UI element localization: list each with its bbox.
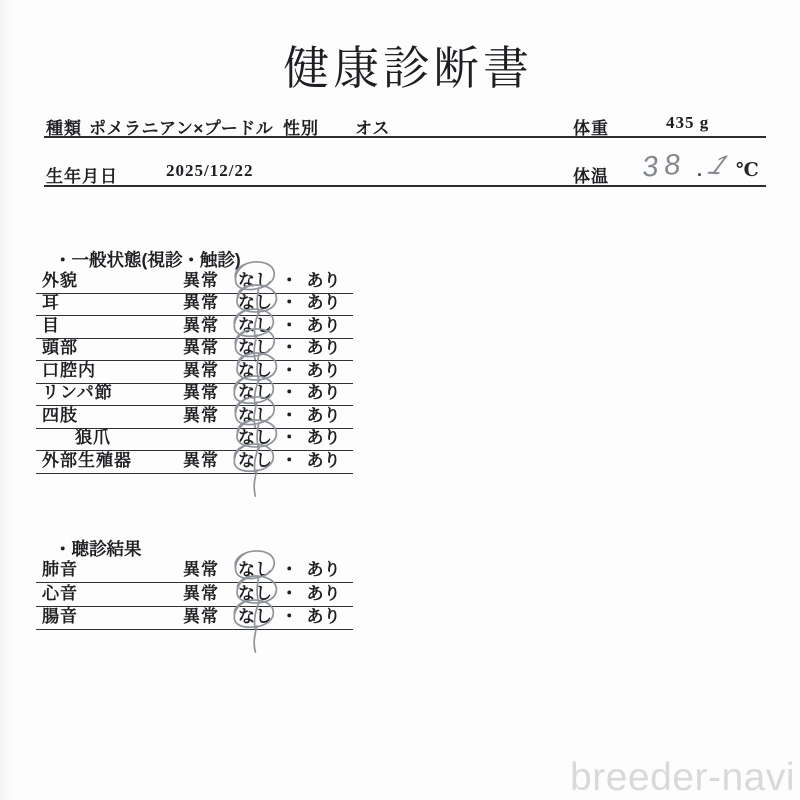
abnormal-label: 異常 xyxy=(183,583,219,603)
option-ari: あり xyxy=(306,560,341,580)
check-item-label: 目 xyxy=(42,315,60,335)
temperature-handwritten-whole: 38 xyxy=(640,148,688,184)
check-options xyxy=(238,602,340,627)
document-title: 健康診断書 xyxy=(283,43,533,94)
option-separator: ・ xyxy=(280,293,298,312)
abnormal-label: 異常 xyxy=(183,450,219,470)
option-none-text: なし xyxy=(238,583,272,603)
option-ari: あり xyxy=(306,428,341,447)
option-none xyxy=(238,602,272,627)
option-separator: ・ xyxy=(280,606,298,626)
temperature-unit: ℃ xyxy=(736,160,759,181)
check-options xyxy=(238,378,340,403)
check-options xyxy=(238,555,340,580)
birthdate-value: 2025/12/22 xyxy=(166,161,254,180)
section-heading: ・一般状態(視診・触診) xyxy=(54,250,241,270)
option-none xyxy=(238,266,272,291)
check-options xyxy=(238,266,340,291)
option-separator: ・ xyxy=(280,428,298,447)
check-row xyxy=(36,451,353,474)
option-none-text: なし xyxy=(238,338,272,357)
option-none xyxy=(238,423,272,448)
check-item-label: 頭部 xyxy=(42,338,78,357)
option-separator: ・ xyxy=(280,383,298,402)
check-item-label: 肺音 xyxy=(42,560,78,580)
option-separator: ・ xyxy=(280,560,298,580)
check-item-label: 四肢 xyxy=(42,405,78,425)
option-ari: あり xyxy=(306,405,341,425)
species-label: 種類 xyxy=(46,119,82,138)
option-none xyxy=(238,401,272,426)
option-none-text: なし xyxy=(238,360,272,380)
check-options xyxy=(238,288,340,313)
option-none xyxy=(238,378,272,403)
option-none xyxy=(238,311,272,336)
option-separator: ・ xyxy=(280,583,298,603)
check-rows xyxy=(36,560,353,630)
option-none-text: なし xyxy=(238,383,272,402)
option-ari: あり xyxy=(306,606,341,626)
option-none xyxy=(238,555,272,580)
abnormal-label: 異常 xyxy=(183,270,219,290)
sex-label: 性別 xyxy=(283,119,319,138)
check-options xyxy=(238,311,340,336)
option-separator: ・ xyxy=(280,315,298,335)
option-ari: あり xyxy=(306,293,341,312)
option-none-text: なし xyxy=(238,450,272,470)
section-heading: ・聴診結果 xyxy=(54,539,142,559)
birthdate-label: 生年月日 xyxy=(46,167,118,186)
check-item-label: 外貌 xyxy=(42,270,78,290)
option-ari: あり xyxy=(306,383,341,402)
abnormal-label: 異常 xyxy=(183,293,219,312)
temperature-handwritten-decimal: 1 xyxy=(703,149,735,181)
option-none xyxy=(238,356,272,381)
check-item-label: 口腔内 xyxy=(42,360,96,380)
watermark: breeder-navi xyxy=(570,756,795,799)
option-separator: ・ xyxy=(280,338,298,357)
option-ari: あり xyxy=(306,315,341,335)
check-options xyxy=(238,356,340,381)
check-row xyxy=(36,607,353,630)
option-none-text: なし xyxy=(238,405,272,425)
temperature-label: 体温 xyxy=(573,167,609,186)
abnormal-label: 異常 xyxy=(183,360,219,380)
section-auscultation xyxy=(36,539,353,630)
check-item-label: 外部生殖器 xyxy=(42,450,132,470)
option-ari: あり xyxy=(306,360,341,380)
abnormal-label: 異常 xyxy=(183,560,219,580)
check-options xyxy=(238,401,340,426)
check-item-label: 狼爪 xyxy=(75,428,111,447)
section-general-condition xyxy=(36,250,353,474)
option-separator: ・ xyxy=(280,450,298,470)
option-separator: ・ xyxy=(280,270,298,290)
option-separator: ・ xyxy=(280,360,298,380)
option-ari: あり xyxy=(306,270,341,290)
option-none-text: なし xyxy=(238,606,272,626)
check-options xyxy=(238,333,340,358)
option-none xyxy=(238,288,272,313)
option-none-text: なし xyxy=(238,293,272,312)
abnormal-label: 異常 xyxy=(183,383,219,402)
check-item-label: 耳 xyxy=(42,293,60,312)
check-rows xyxy=(36,271,353,474)
option-none xyxy=(238,333,272,358)
check-item-label: 心音 xyxy=(42,583,78,603)
temperature-decimal-point: . xyxy=(697,160,703,180)
check-options xyxy=(238,423,340,448)
abnormal-label: 異常 xyxy=(183,606,219,626)
option-none-text: なし xyxy=(238,428,272,447)
check-item-label: リンパ節 xyxy=(42,383,113,402)
abnormal-label: 異常 xyxy=(183,405,219,425)
check-options xyxy=(238,579,340,604)
option-ari: あり xyxy=(306,450,341,470)
option-none-text: なし xyxy=(238,560,272,580)
option-none-text: なし xyxy=(238,315,272,335)
header-underline-2 xyxy=(44,185,766,187)
check-options xyxy=(238,446,340,471)
option-ari: あり xyxy=(306,583,341,603)
option-separator: ・ xyxy=(280,405,298,425)
sex-value: オス xyxy=(355,119,390,138)
option-none xyxy=(238,446,272,471)
option-none-text: なし xyxy=(238,270,272,290)
option-ari: あり xyxy=(306,338,341,357)
abnormal-label: 異常 xyxy=(183,338,219,357)
weight-value: 435 g xyxy=(666,113,710,132)
option-none xyxy=(238,579,272,604)
weight-label: 体重 xyxy=(573,119,609,138)
species-value: ポメラニアン×プードル xyxy=(89,119,274,138)
abnormal-label: 異常 xyxy=(183,315,219,335)
check-item-label: 腸音 xyxy=(42,606,78,626)
